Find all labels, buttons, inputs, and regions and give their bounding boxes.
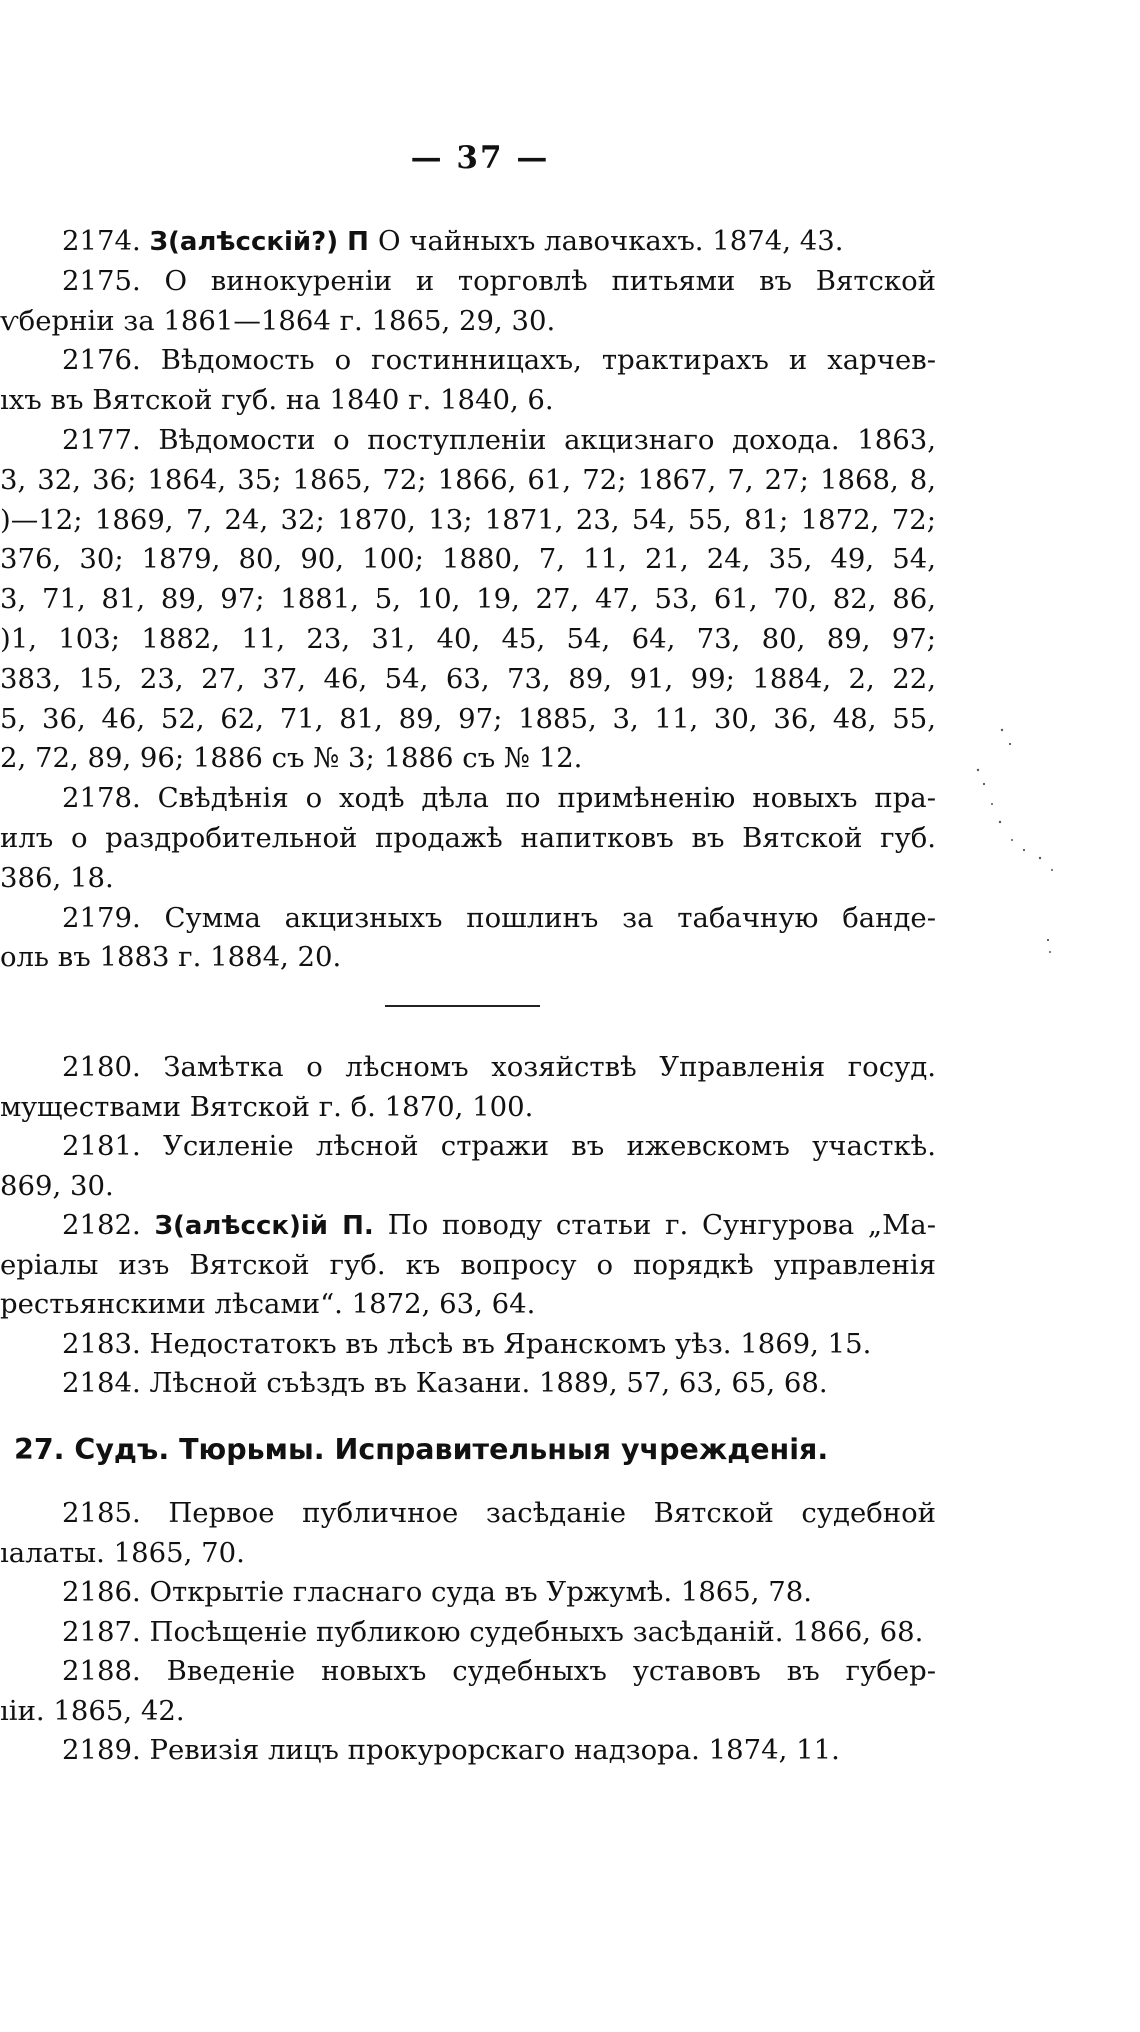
entry-text: О винокуреніи и торговлѣ питьями въ Вятской xyxy=(164,264,937,297)
entry-first-line xyxy=(62,1325,871,1363)
entry-text: Открытіе гласнаго суда въ Уржумѣ. 1865, 78. xyxy=(149,1576,813,1608)
entry-text: По поводу статьи г. Сунгурова „Ма- xyxy=(387,1209,936,1241)
entry-text: 376, 30; 1879, 80, 90, 100; 1880, 7, 11, 21, 24, 35, 49, 54, xyxy=(0,543,936,576)
entry-text: илъ о раздробительной продажѣ напитковъ въ Вятской губ. xyxy=(0,822,936,854)
entry-text: ıхъ въ Вятской губ. на 1840 г. 1840, 6. xyxy=(0,384,554,417)
entry-first-line xyxy=(62,1048,936,1086)
entry-text: 3, 32, 36; 1864, 35; 1865, 72; 1866, 61, 72; 1867, 7, 27; 1868, 8, xyxy=(0,463,936,496)
entry-continuation-line xyxy=(0,700,936,738)
section-divider xyxy=(385,1005,540,1007)
entry-number: 2184. xyxy=(62,1367,150,1399)
entry-number: 2178. xyxy=(62,782,158,815)
entry-text: Введеніе новыхъ судебныхъ уставовъ въ губер- xyxy=(166,1655,936,1687)
entry-text: еріалы изъ Вятской губ. къ вопросу о порядкѣ управленія xyxy=(0,1248,936,1281)
entry-number: 2188. xyxy=(62,1655,167,1687)
entry-text: Замѣтка о лѣсномъ хозяйствѣ Управленія госуд. xyxy=(163,1051,936,1083)
entry-text: Вѣдомости о поступленіи акцизнаго дохода. 1863, xyxy=(158,424,936,456)
entry-text: Лѣсной съѣздъ въ Казани. 1889, 57, 63, 65, 68. xyxy=(149,1367,828,1399)
entry-text: 386, 18. xyxy=(0,861,114,894)
entry-first-line xyxy=(62,1613,923,1651)
entry-continuation-line xyxy=(0,540,936,578)
entry-text: рестьянскими лѣсами“. 1872, 63, 64. xyxy=(0,1288,536,1320)
entry-text: Свѣдѣнія о ходѣ дѣла по примѣненію новыхъ пра- xyxy=(157,782,936,815)
entry-first-line xyxy=(62,421,936,459)
entry-number: 2180. xyxy=(62,1051,164,1083)
entry-text: Усиленіе лѣсной стражи въ ижевскомъ участкѣ. xyxy=(162,1130,936,1162)
entry-continuation-line xyxy=(0,819,936,857)
entry-first-line xyxy=(62,899,936,937)
entry-continuation-line xyxy=(0,1167,114,1205)
entry-number: 2176. xyxy=(62,344,161,377)
entry-first-line xyxy=(62,1652,936,1690)
entry-continuation-line xyxy=(0,1534,245,1572)
entry-number: 2186. xyxy=(62,1576,150,1608)
entry-author: З(алѣсскій?) П xyxy=(149,227,378,257)
entry-continuation-line xyxy=(0,1285,535,1323)
entry-first-line xyxy=(62,1206,936,1244)
entry-text: Вѣдомость о гостинницахъ, трактирахъ и харчев- xyxy=(160,344,936,377)
entry-text: 3, 71, 81, 89, 97; 1881, 5, 10, 19, 27, 47, 53, 61, 70, 82, 86, xyxy=(0,583,936,616)
entry-text: 5, 36, 46, 52, 62, 71, 81, 89, 97; 1885, 3, 11, 30, 36, 48, 55, xyxy=(0,702,936,735)
entry-first-line xyxy=(62,341,936,379)
entry-text: Посѣщеніе публикою судебныхъ засѣданій. 1866, 68. xyxy=(149,1615,924,1648)
entry-text: ıалаты. 1865, 70. xyxy=(0,1536,245,1569)
entry-number: 2183. xyxy=(62,1327,150,1360)
page-number: — 37 — xyxy=(410,140,550,176)
entry-continuation-line xyxy=(0,580,936,618)
entry-text: )—12; 1869, 7, 24, 32; 1870, 13; 1871, 23, 54, 55, 81; 1872, 72; xyxy=(0,503,936,536)
entry-first-line xyxy=(62,1731,840,1769)
entry-number: 2189. xyxy=(62,1734,150,1766)
entry-author: З(алѣсск)ій П. xyxy=(154,1211,388,1241)
entry-text: ѵберніи за 1861—1864 г. 1865, 29, 30. xyxy=(0,304,556,337)
entry-continuation-line xyxy=(0,859,114,897)
entry-number: 2182. xyxy=(62,1209,155,1241)
entry-number: 2187. xyxy=(62,1615,150,1648)
entry-continuation-line xyxy=(0,1692,185,1730)
entry-continuation-line xyxy=(0,381,554,419)
entry-first-line xyxy=(62,1364,828,1402)
entry-continuation-line xyxy=(0,660,936,698)
entry-text: Первое публичное засѣданіе Вятской судебной xyxy=(168,1497,936,1529)
entry-number: 2185. xyxy=(62,1497,169,1529)
entry-first-line xyxy=(62,262,936,300)
entry-text: Сумма акцизныхъ пошлинъ за табачную банде- xyxy=(164,901,936,934)
entry-text: 2, 72, 89, 96; 1886 съ № 3; 1886 съ № 12. xyxy=(0,742,583,775)
entry-continuation-line xyxy=(0,1088,533,1126)
entry-continuation-line xyxy=(0,302,555,340)
entry-first-line xyxy=(62,1127,936,1165)
entry-first-line xyxy=(62,779,936,817)
entry-first-line xyxy=(62,1573,812,1611)
entry-text: Ревизія лицъ прокурорскаго надзора. 1874, 11. xyxy=(149,1734,840,1766)
entry-continuation-line xyxy=(0,620,936,658)
entry-continuation-line xyxy=(0,501,936,539)
entry-first-line xyxy=(62,222,844,260)
entry-number: 2175. xyxy=(62,264,165,297)
entry-text: О чайныхъ лавочкахъ. 1874, 43. xyxy=(377,225,844,257)
entry-continuation-line xyxy=(0,739,582,777)
entry-number: 2177. xyxy=(62,424,159,456)
entry-continuation-line xyxy=(0,938,341,976)
entry-text: 383, 15, 23, 27, 37, 46, 54, 63, 73, 89, 91, 99; 1884, 2, 22, xyxy=(0,662,936,695)
entry-number: 2179. xyxy=(62,901,165,934)
entry-text: )1, 103; 1882, 11, 23, 31, 40, 45, 54, 64, 73, 80, 89, 97; xyxy=(0,623,936,655)
entry-number: 2174. xyxy=(62,225,150,257)
entry-text: мyществами Вятской г. б. 1870, 100. xyxy=(0,1090,534,1123)
entry-number: 2181. xyxy=(62,1130,163,1162)
entry-continuation-line xyxy=(0,1246,936,1284)
entry-continuation-line xyxy=(0,461,936,499)
entry-text: 869, 30. xyxy=(0,1169,114,1202)
entry-text: ıіи. 1865, 42. xyxy=(0,1694,185,1727)
section-heading: 27. Судъ. Тюрьмы. Исправительныя учрежденія. xyxy=(14,1433,829,1466)
entry-first-line xyxy=(62,1494,936,1532)
margin-marks xyxy=(940,700,1060,960)
entry-text: оль въ 1883 г. 1884, 20. xyxy=(0,941,342,974)
entry-text: Недостатокъ въ лѣсѣ въ Яранскомъ уѣз. 1869, 15. xyxy=(149,1327,872,1360)
